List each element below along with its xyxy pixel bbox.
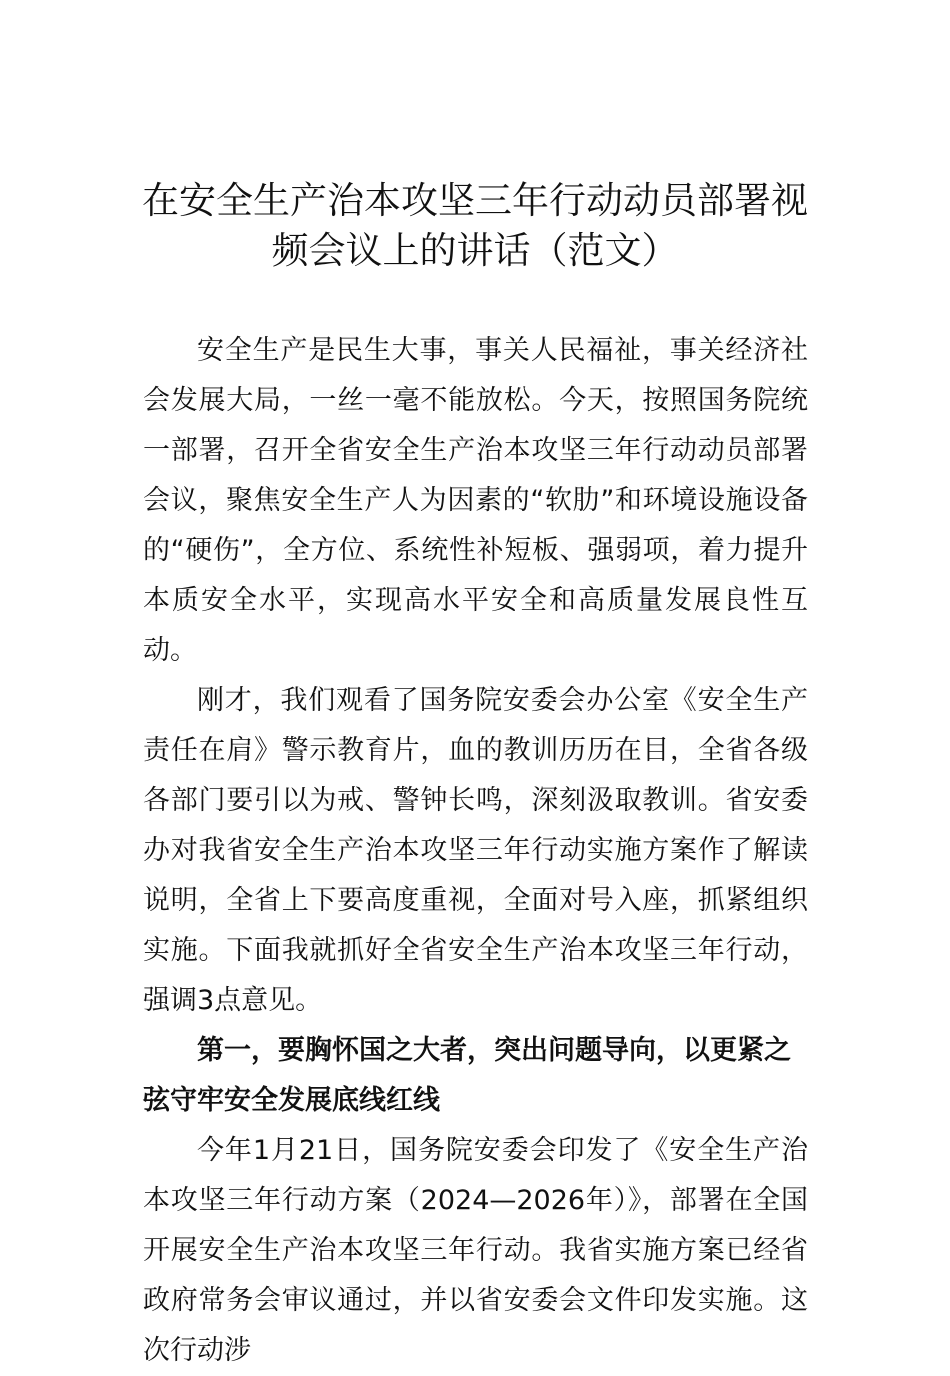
paragraph-2: 刚才，我们观看了国务院安委会办公室《安全生产责任在肩》警示教育片，血的教训历历在目，全省各级各部门要引以为戒、警钟长鸣，深刻汲取教训。省安委办对我省安全生产治本攻坚三年行动实施方案作了解读说明，全省上下要高度重视，全面对号入座，抓紧组织实施。下面我就抓好全省安全生产治本攻坚三年行动，强调3点意见。 [143,685,808,1016]
document-title [140,176,810,276]
document-body [143,326,808,1376]
title-line-2: 频会议上的讲话（范文） [271,229,679,272]
paragraph-3: 今年1月21日，国务院安委会印发了《安全生产治本攻坚三年行动方案（2024—2026年）》，部署在全国开展安全生产治本攻坚三年行动。我省实施方案已经省政府常务会审议通过，并以省安委会文件印发实施。这次行动涉 [143,1135,808,1366]
paragraph-1: 安全生产是民生大事，事关人民福祉，事关经济社会发展大局，一丝一毫不能放松。今天，按照国务院统一部署，召开全省安全生产治本攻坚三年行动动员部署会议，聚焦安全生产人为因素的“软肋”和环境设施设备的“硬伤”，全方位、系统性补短板、强弱项，着力提升本质安全水平，实现高水平安全和高质量发展良性互动。 [143,335,808,666]
section-heading-1: 第一，要胸怀国之大者，突出问题导向，以更紧之弦守牢安全发展底线红线 [143,1035,791,1116]
title-line-1: 在安全生产治本攻坚三年行动动员部署视 [142,179,808,222]
